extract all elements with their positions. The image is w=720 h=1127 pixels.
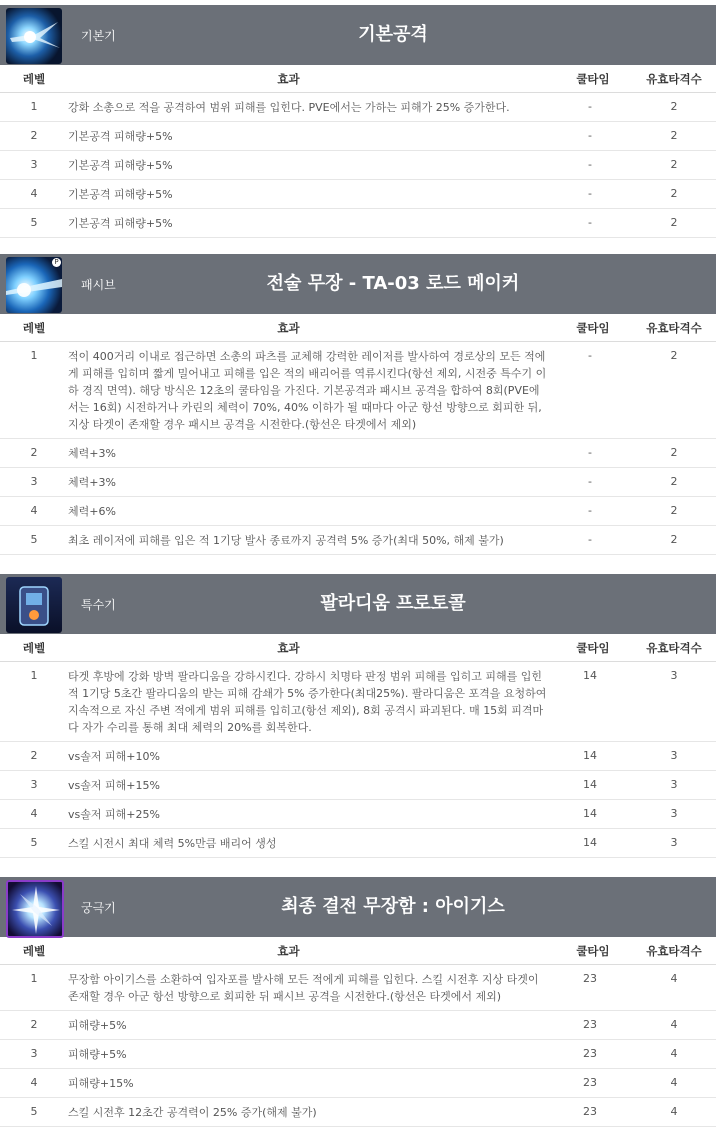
- cooldown-cell: 14: [554, 662, 632, 742]
- level-cell: 2: [0, 742, 68, 771]
- effect-cell: 피해량+5%: [68, 1040, 554, 1069]
- effect-cell: 무장함 아이기스를 소환하여 입자포를 발사해 모든 적에게 피해를 입힌다. 스킬 시전후 지상 타겟이 존재할 경우 아군 항선 방향으로 회피한 뒤 패시브 공격을 시전한다.(항선은 타겟에서 제외): [68, 965, 554, 1011]
- cooldown-cell: 23: [554, 1069, 632, 1098]
- skill-header: [0, 5, 716, 65]
- hits-cell: 4: [632, 1011, 716, 1040]
- cooldown-column-header: 쿨타임: [554, 634, 632, 662]
- hits-cell: 2: [632, 468, 716, 497]
- cooldown-cell: -: [554, 209, 632, 238]
- table-header-row: [0, 937, 716, 965]
- effect-cell: 체력+6%: [68, 497, 554, 526]
- skill-section-ultimate: [0, 877, 716, 1127]
- hits-cell: 4: [632, 1098, 716, 1127]
- skill-section-basic: [0, 5, 716, 238]
- effect-cell: 기본공격 피해량+5%: [68, 209, 554, 238]
- skill-title: 기본공격: [358, 24, 428, 45]
- level-cell: 3: [0, 151, 68, 180]
- hits-cell: 2: [632, 93, 716, 122]
- hits-cell: 2: [632, 209, 716, 238]
- cooldown-cell: -: [554, 468, 632, 497]
- level-cell: 5: [0, 209, 68, 238]
- cooldown-cell: -: [554, 93, 632, 122]
- hits-cell: 3: [632, 742, 716, 771]
- level-cell: 4: [0, 180, 68, 209]
- level-cell: 2: [0, 439, 68, 468]
- hits-cell: 2: [632, 497, 716, 526]
- effect-cell: 체력+3%: [68, 468, 554, 497]
- table-row: [0, 93, 716, 122]
- effect-column-header: 효과: [68, 65, 554, 93]
- level-cell: 3: [0, 771, 68, 800]
- effect-cell: 최초 레이저에 피해를 입은 적 1기당 발사 종료까지 공격력 5% 증가(최대 50%, 해제 불가): [68, 526, 554, 555]
- skill-header: [0, 574, 716, 634]
- cooldown-column-header: 쿨타임: [554, 937, 632, 965]
- skill-header: [0, 254, 716, 314]
- passive-badge: P: [52, 258, 61, 267]
- hits-column-header: 유효타격수: [632, 937, 716, 965]
- cooldown-cell: 23: [554, 1098, 632, 1127]
- table-row: [0, 526, 716, 555]
- table-row: [0, 151, 716, 180]
- skill-type-label: 특수기: [81, 598, 116, 612]
- hits-cell: 3: [632, 771, 716, 800]
- level-column-header: 레벨: [0, 65, 68, 93]
- cooldown-cell: 14: [554, 771, 632, 800]
- cooldown-cell: -: [554, 526, 632, 555]
- shield-armor-icon: [6, 577, 62, 633]
- table-row: [0, 1069, 716, 1098]
- table-row: [0, 1040, 716, 1069]
- table-header-row: [0, 314, 716, 342]
- laser-beam-icon: [6, 257, 62, 313]
- skill-title: 최종 결전 무장함 : 아이기스: [281, 896, 505, 917]
- level-column-header: 레벨: [0, 314, 68, 342]
- hits-cell: 2: [632, 439, 716, 468]
- skill-level-table: [0, 634, 716, 858]
- cooldown-cell: 14: [554, 829, 632, 858]
- table-row: [0, 800, 716, 829]
- table-header-row: [0, 634, 716, 662]
- level-cell: 4: [0, 497, 68, 526]
- starburst-icon: [6, 880, 64, 938]
- table-row: [0, 342, 716, 439]
- level-cell: 3: [0, 1040, 68, 1069]
- table-row: [0, 468, 716, 497]
- hits-cell: 2: [632, 342, 716, 439]
- level-cell: 5: [0, 526, 68, 555]
- table-row: [0, 122, 716, 151]
- hits-cell: 2: [632, 122, 716, 151]
- cooldown-cell: 23: [554, 965, 632, 1011]
- hits-cell: 4: [632, 1040, 716, 1069]
- table-row: [0, 1098, 716, 1127]
- table-row: [0, 829, 716, 858]
- hits-cell: 2: [632, 151, 716, 180]
- skill-title: 전술 무장 - TA-03 로드 메이커: [266, 273, 520, 294]
- effect-cell: 기본공격 피해량+5%: [68, 151, 554, 180]
- level-cell: 4: [0, 800, 68, 829]
- skill-header: [0, 877, 716, 937]
- skill-type-label: 패시브: [81, 278, 116, 292]
- effect-cell: 기본공격 피해량+5%: [68, 180, 554, 209]
- cooldown-cell: 23: [554, 1011, 632, 1040]
- cooldown-cell: -: [554, 439, 632, 468]
- skill-level-table: [0, 65, 716, 238]
- hits-column-header: 유효타격수: [632, 314, 716, 342]
- level-cell: 1: [0, 93, 68, 122]
- table-row: [0, 439, 716, 468]
- level-cell: 1: [0, 662, 68, 742]
- level-cell: 4: [0, 1069, 68, 1098]
- hits-cell: 2: [632, 526, 716, 555]
- skill-section-passive: [0, 254, 716, 555]
- skill-type-label: 기본기: [81, 29, 116, 43]
- hits-cell: 2: [632, 180, 716, 209]
- effect-cell: vs솔저 피해+15%: [68, 771, 554, 800]
- table-row: [0, 180, 716, 209]
- level-cell: 1: [0, 342, 68, 439]
- cooldown-column-header: 쿨타임: [554, 314, 632, 342]
- skill-level-table: [0, 937, 716, 1127]
- effect-cell: 피해량+15%: [68, 1069, 554, 1098]
- effect-column-header: 효과: [68, 634, 554, 662]
- effect-cell: vs솔저 피해+10%: [68, 742, 554, 771]
- level-cell: 5: [0, 829, 68, 858]
- cooldown-column-header: 쿨타임: [554, 65, 632, 93]
- cooldown-cell: 14: [554, 800, 632, 829]
- hits-cell: 3: [632, 800, 716, 829]
- level-cell: 2: [0, 122, 68, 151]
- effect-cell: 강화 소총으로 적을 공격하여 범위 피해를 입힌다. PVE에서는 가하는 피해가 25% 증가한다.: [68, 93, 554, 122]
- effect-cell: 스킬 시전시 최대 체력 5%만큼 배리어 생성: [68, 829, 554, 858]
- cooldown-cell: -: [554, 151, 632, 180]
- cooldown-cell: 23: [554, 1040, 632, 1069]
- hits-column-header: 유효타격수: [632, 65, 716, 93]
- table-header-row: [0, 65, 716, 93]
- cooldown-cell: -: [554, 342, 632, 439]
- level-cell: 2: [0, 1011, 68, 1040]
- hits-cell: 3: [632, 662, 716, 742]
- level-column-header: 레벨: [0, 634, 68, 662]
- effect-cell: 기본공격 피해량+5%: [68, 122, 554, 151]
- cooldown-cell: -: [554, 122, 632, 151]
- effect-cell: 피해량+5%: [68, 1011, 554, 1040]
- effect-cell: 타겟 후방에 강화 방벽 팔라디움을 강하시킨다. 강하시 치명타 판정 범위 피해를 입히고 피해를 입힌 적 1기당 5초간 팔라디움의 받는 피해 감쇄가 5% 증가한다(최대25%). 팔라디움은 포격을 요청하여 지속적으로 자신 주변 적에게 범위 피해를 입히고(항선 제외), 8회 공격시 파괴된다. 매 15회 피격마다 자가 수리를 통해 최대 체력의 20%를 회복한다.: [68, 662, 554, 742]
- level-cell: 3: [0, 468, 68, 497]
- cooldown-cell: 14: [554, 742, 632, 771]
- table-row: [0, 209, 716, 238]
- table-row: [0, 965, 716, 1011]
- skill-title: 팔라디움 프로토콜: [320, 593, 466, 614]
- skill-type-label: 궁극기: [81, 901, 116, 915]
- effect-cell: vs솔저 피해+25%: [68, 800, 554, 829]
- effect-column-header: 효과: [68, 314, 554, 342]
- effect-cell: 체력+3%: [68, 439, 554, 468]
- energy-burst-icon: [6, 8, 62, 64]
- hits-column-header: 유효타격수: [632, 634, 716, 662]
- level-cell: 5: [0, 1098, 68, 1127]
- level-column-header: 레벨: [0, 937, 68, 965]
- effect-cell: 스킬 시전후 12초간 공격력이 25% 증가(해제 불가): [68, 1098, 554, 1127]
- table-row: [0, 1011, 716, 1040]
- hits-cell: 4: [632, 1069, 716, 1098]
- table-row: [0, 742, 716, 771]
- table-row: [0, 771, 716, 800]
- skill-section-special: [0, 574, 716, 858]
- hits-cell: 3: [632, 829, 716, 858]
- cooldown-cell: -: [554, 180, 632, 209]
- table-row: [0, 497, 716, 526]
- effect-column-header: 효과: [68, 937, 554, 965]
- effect-cell: 적이 400거리 이내로 접근하면 소총의 파츠를 교체해 강력한 레이저를 발사하여 경로상의 모든 적에게 피해를 입히며 짧게 밀어내고 피해를 입은 적의 배리어를 역류시킨다(항선 제외, 시전중 특수기 이하 경직 면역). 해당 방식은 12초의 쿨타임을 가진다. 기본공격과 패시브 공격을 합하여 8회(PVE에서는 16회) 시전하거나 카린의 체력이 70%, 40% 이하가 될 때마다 아군 항선 방향으로 회피한 뒤, 지상 타겟이 존재할 경우 패시브 공격을 시전한다.(항선은 타겟에서 제외): [68, 342, 554, 439]
- table-row: [0, 662, 716, 742]
- level-cell: 1: [0, 965, 68, 1011]
- skill-level-table: [0, 314, 716, 555]
- cooldown-cell: -: [554, 497, 632, 526]
- hits-cell: 4: [632, 965, 716, 1011]
